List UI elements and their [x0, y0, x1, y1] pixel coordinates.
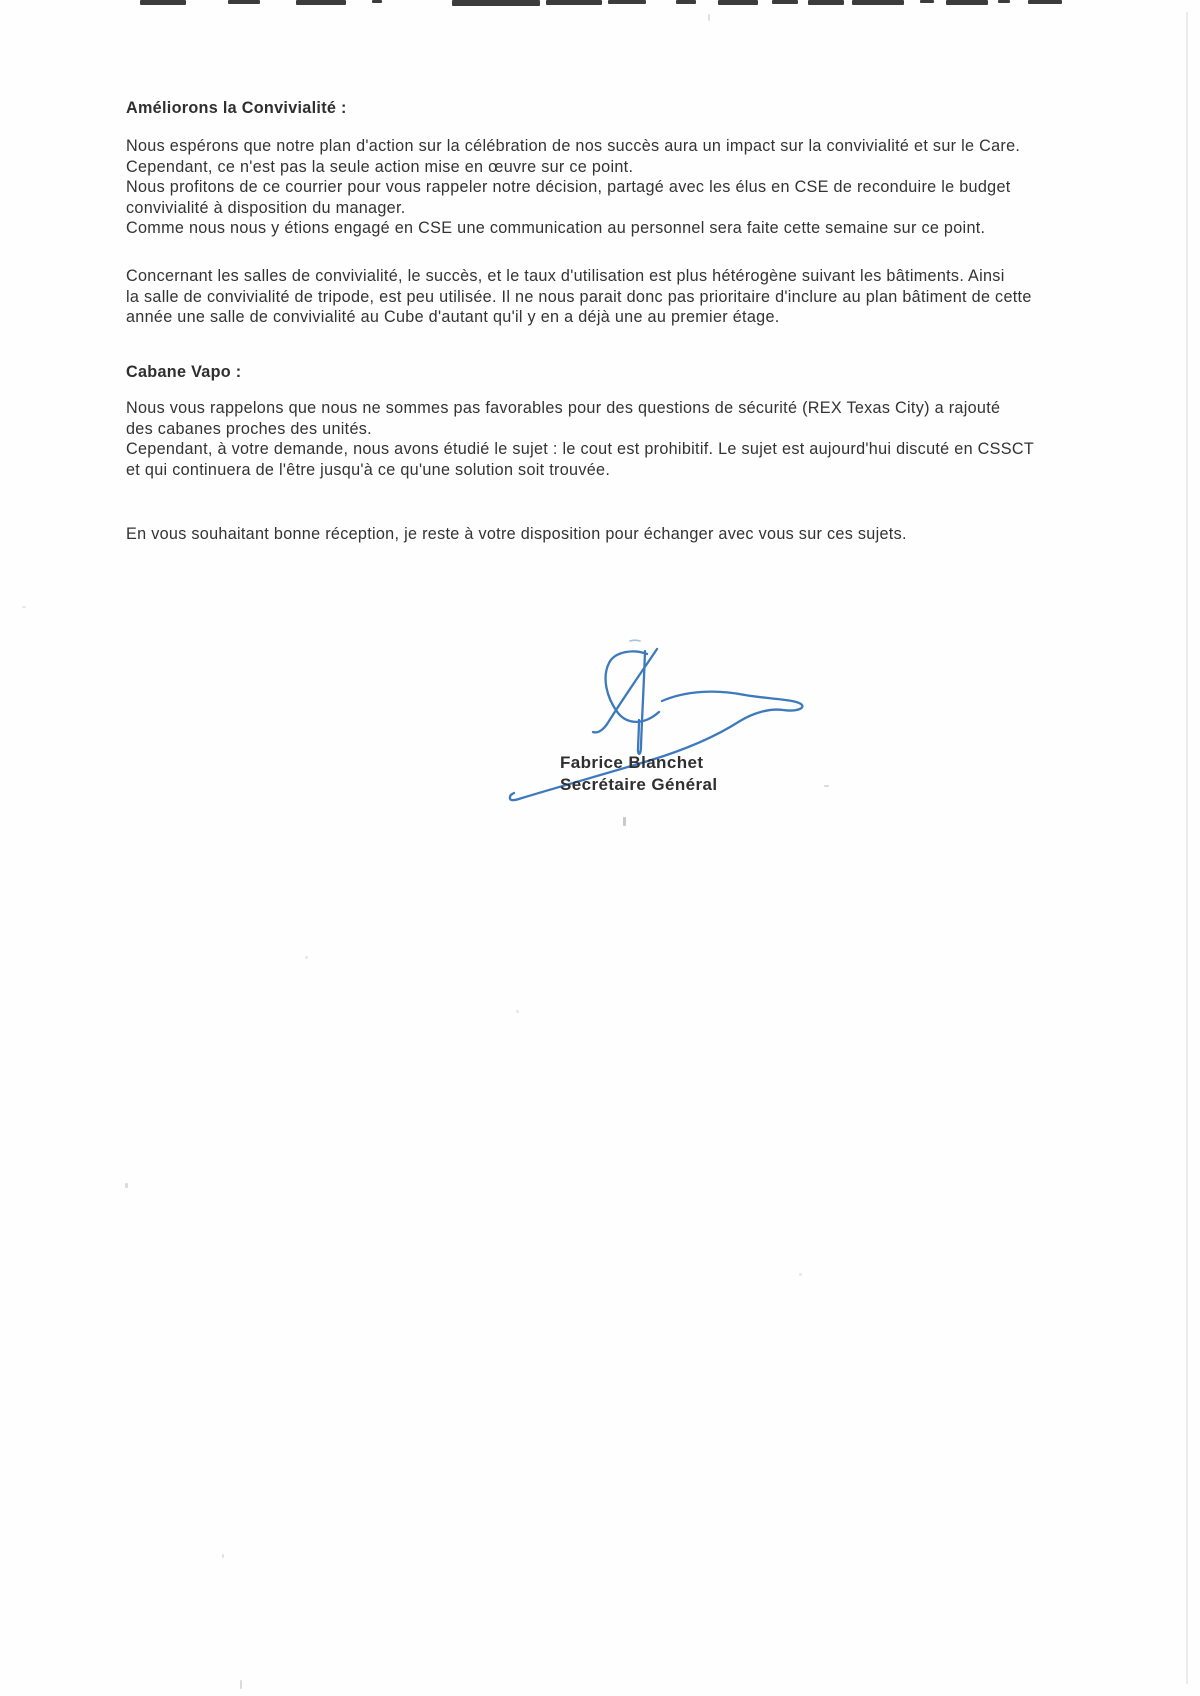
paragraph-line: Cependant, ce n'est pas la seule action mise en œuvre sur ce point.	[126, 157, 634, 176]
section-heading-convivialite: Améliorons la Convivialité :	[126, 99, 347, 117]
paragraph-salles-convivialite	[126, 266, 1032, 328]
paragraph-line: Nous vous rappelons que nous ne sommes pas favorables pour des questions de sécurité (REX Texas City) a rajouté	[126, 399, 1001, 417]
signer-name: Fabrice Blanchet	[560, 753, 704, 772]
scan-speck	[125, 1183, 128, 1188]
paragraph-line: et qui continuera de l'être jusqu'à ce qu'une solution soit trouvée.	[126, 460, 611, 479]
scan-speck	[799, 1273, 802, 1276]
paragraph-line: Comme nous nous y étions engagé en CSE une communication au personnel sera faite cette semaine sur ce point.	[126, 219, 986, 237]
paragraph-line: Cependant, à votre demande, nous avons étudié le sujet : le cout est prohibitif. Le sujet est aujourd'hui discuté en CSSCT	[126, 440, 1035, 458]
scan-speck	[22, 606, 26, 608]
signature-block	[560, 752, 717, 796]
scan-artifact-right-line	[1186, 12, 1188, 1684]
paragraph-plan-action	[126, 136, 1020, 239]
paragraph-line: Nous profitons de ce courrier pour vous rappeler notre décision, partagé avec les élus en CSE de reconduire le budget	[126, 178, 1011, 196]
paragraph-line: des cabanes proches des unités.	[126, 419, 372, 438]
paragraph-cabane-vapo	[126, 398, 1034, 480]
scan-speck	[708, 14, 710, 21]
scan-artifact-top-edge	[0, 0, 1200, 8]
section-heading-cabane-vapo: Cabane Vapo :	[126, 363, 242, 381]
signer-title: Secrétaire Général	[560, 775, 718, 794]
scan-speck	[516, 1010, 519, 1013]
paragraph-line: année une salle de convivialité au Cube d'autant qu'il y en a déjà une au premier étage.	[126, 308, 780, 326]
scan-speck	[824, 785, 829, 787]
scan-speck	[222, 1554, 224, 1558]
paragraph-line: convivialité à disposition du manager.	[126, 198, 406, 217]
paragraph-line: la salle de convivialité de tripode, est peu utilisée. Il ne nous parait donc pas prioritaire d'inclure au plan bâtiment de cette	[126, 287, 1032, 306]
scan-speck	[240, 1680, 242, 1689]
paragraph-line: Concernant les salles de convivialité, le succès, et le taux d'utilisation est plus hétérogène suivant les bâtiments. Ainsi	[126, 267, 1005, 285]
paragraph-line: Nous espérons que notre plan d'action sur la célébration de nos succès aura un impact sur la convivialité et sur le Care.	[126, 137, 1021, 155]
scan-speck	[623, 817, 626, 826]
closing-line: En vous souhaitant bonne réception, je reste à votre disposition pour échanger avec vous sur ces sujets.	[126, 525, 907, 543]
scan-speck	[305, 956, 308, 959]
